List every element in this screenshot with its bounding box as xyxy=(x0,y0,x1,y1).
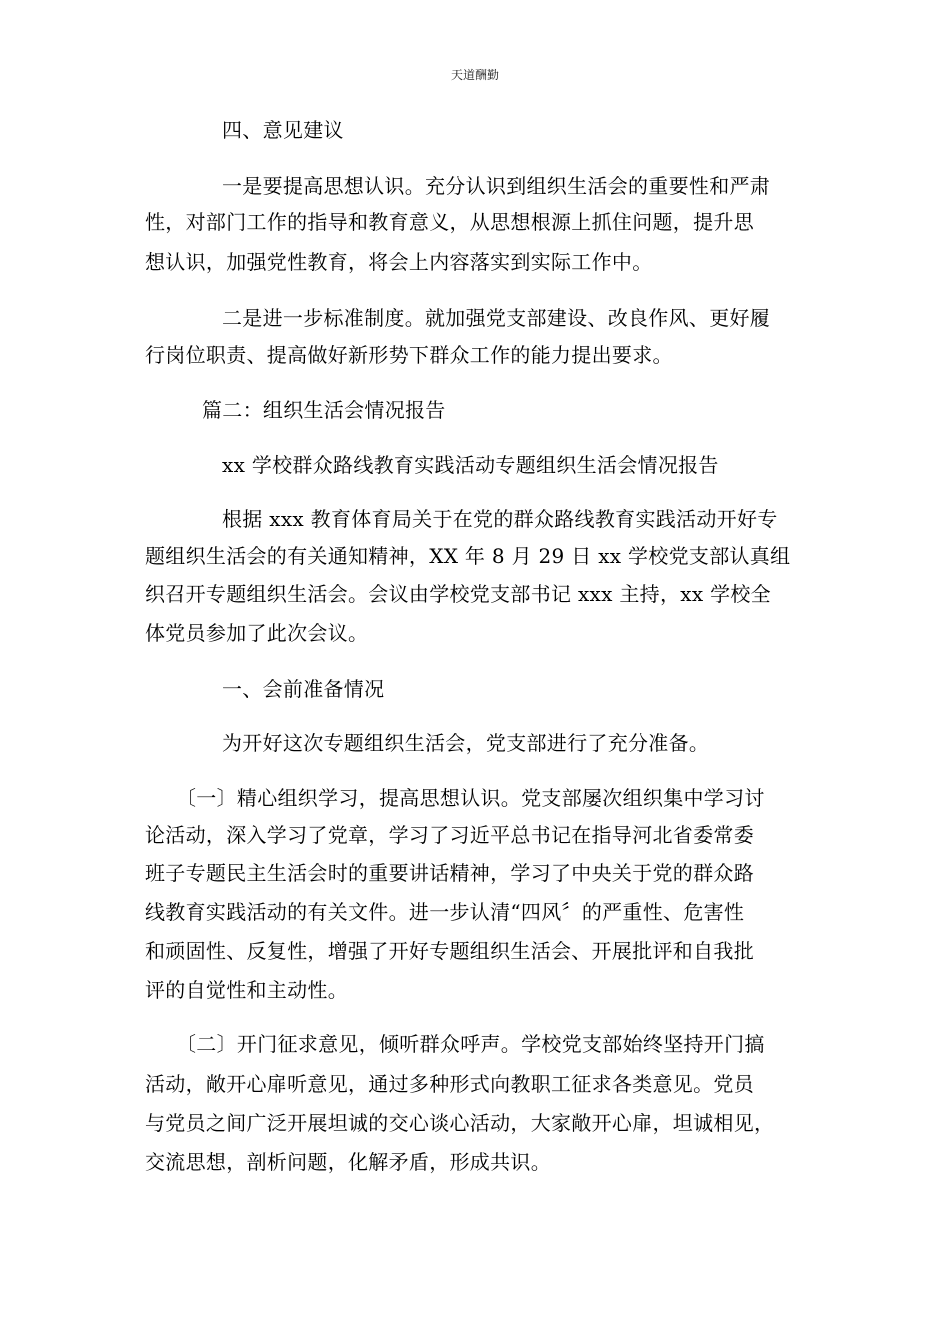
paragraph-line: 体党员参加了此次会议。 xyxy=(145,621,369,645)
paragraph-line: 二是进一步标准制度。就加强党支部建设、改良作风、更好履 xyxy=(222,306,771,330)
paragraph-line: 线教育实践活动的有关文件。进一步认清“四风〞的严重性、危害性 xyxy=(145,900,745,924)
paragraph-line: 论活动，深入学习了党章，学习了习近平总书记在指导河北省委常委 xyxy=(145,823,754,847)
paragraph-line: 与党员之间广泛开展坦诚的交心谈心活动，大家敞开心扉，坦诚相见， xyxy=(145,1111,775,1135)
paragraph-line: 行岗位职责、提高做好新形势下群众工作的能力提出要求。 xyxy=(145,343,673,367)
section-heading: 四、意见建议 xyxy=(222,118,344,142)
paragraph-line: 评的自觉性和主动性。 xyxy=(145,978,348,1002)
paragraph-line: 为开好这次专题组织生活会，党支部进行了充分准备。 xyxy=(222,731,710,755)
paragraph-line: 和顽固性、反复性，增强了开好专题组织生活会、开展批评和自我批 xyxy=(145,939,754,963)
page-header: 天道酬勤 xyxy=(450,68,499,82)
paragraph-line: 〔一〕精心组织学习，提高思想认识。党支部屡次组织集中学习讨 xyxy=(176,786,765,810)
paragraph-line: 〔二〕开门征求意见，倾听群众呼声。学校党支部始终坚持开门搞 xyxy=(176,1032,765,1056)
paragraph-line: 一是要提高思想认识。充分认识到组织生活会的重要性和严肃 xyxy=(222,174,771,198)
paragraph-line: 活动，敞开心扉听意见，通过多种形式向教职工征求各类意见。党员 xyxy=(145,1072,754,1096)
paragraph-line: 交流思想，剖析问题，化解矛盾，形成共识。 xyxy=(145,1150,551,1174)
paragraph-line: 织召开专题组织生活会。会议由学校党支部书记 xxx 主持，xx 学校全 xyxy=(145,582,771,606)
paragraph-line: 题组织生活会的有关通知精神，XX 年 8 月 29 日 xx 学校党支部认真组 xyxy=(145,544,791,568)
paragraph-line: 想认识，加强党性教育，将会上内容落实到实际工作中。 xyxy=(145,250,653,274)
section-heading: 一、会前准备情况 xyxy=(222,677,385,701)
paragraph-line: 班子专题民主生活会时的重要讲话精神，学习了中央关于党的群众路 xyxy=(145,861,754,885)
chapter-title: 篇二：组织生活会情况报告 xyxy=(202,398,446,422)
paragraph-line: 性，对部门工作的指导和教育意义，从思想根源上抓住问题，提升思 xyxy=(145,210,754,234)
paragraph-line: 根据 xxx 教育体育局关于在党的群众路线教育实践活动开好专 xyxy=(222,507,778,531)
report-title: xx 学校群众路线教育实践活动专题组织生活会情况报告 xyxy=(222,453,719,477)
